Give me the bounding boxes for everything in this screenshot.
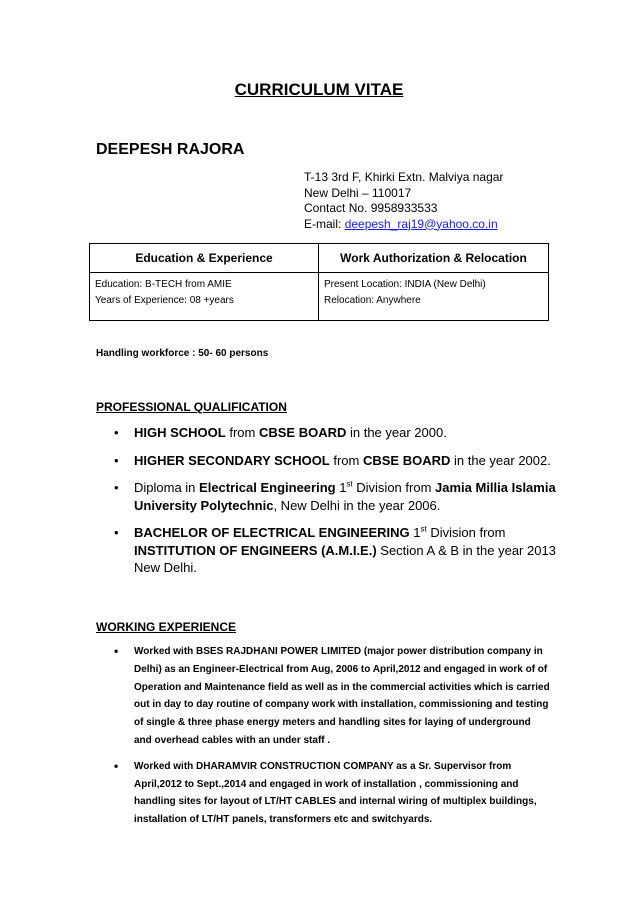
list-item: • Diploma in Electrical Engineering 1st Division from Jamia Millia Islamia University Polytechnic, New Delhi in the year 2006. (110, 479, 560, 514)
email-link[interactable]: deepesh_raj19@yahoo.co.in (344, 216, 498, 231)
experience-text: Years of Experience: 08 +years (95, 294, 234, 306)
candidate-name: DEEPESH RAJORA (96, 141, 245, 158)
page-title: CURRICULUM VITAE (234, 80, 404, 99)
list-item: • Worked with BSES RAJDHANI POWER LIMITED (major power distribution company in Delhi) as an Engineer-Electrical from Aug, 2006 to April,2012 and engaged in work of of Operation and Maintenance field as well as in the commercial activities which is carried out in day to day routine of company work with installation, commissioning and testing of single & three phase energy meters and handling sites for laying of underground and overhead cables with an under staff . (110, 643, 550, 750)
list-item: • HIGHER SECONDARY SCHOOL from CBSE BOARD in the year 2002. (110, 452, 560, 470)
handling-workforce: Handling workforce : 50- 60 persons (96, 348, 269, 359)
professional-qualification-heading: PROFESSIONAL QUALIFICATION (96, 400, 287, 414)
info-table-header-row (90, 244, 549, 273)
education-text: Education: B-TECH from AMIE (95, 279, 232, 290)
contact-number: 9958933533 (370, 201, 438, 215)
qualification-list (110, 424, 560, 587)
work-experience-list (110, 643, 550, 837)
address-line-1: T-13 3rd F, Khirki Extn. Malviya nagar (304, 170, 504, 184)
info-table (89, 243, 549, 321)
work-authorization-cell (319, 273, 549, 321)
list-item: • BACHELOR OF ELECTRICAL ENGINEERING 1st Division from INSTITUTION OF ENGINEERS (A.M.I.E.) Section A & B in the year 2013 New Delhi. (110, 524, 560, 577)
contact-label: Contact No. (304, 201, 368, 215)
education-experience-header: Education & Experience (90, 244, 319, 273)
email-label: E-mail: (304, 216, 342, 231)
working-experience-heading: WORKING EXPERIENCE (96, 620, 237, 634)
education-experience-cell (90, 273, 319, 321)
email-line (304, 217, 503, 233)
list-item: • HIGH SCHOOL from CBSE BOARD in the year 2000. (110, 424, 560, 442)
present-location-text: Present Location: INDIA (New Delhi) (324, 279, 486, 290)
contact-block (304, 170, 503, 232)
list-item: • Worked with DHARAMVIR CONSTRUCTION COMPANY as a Sr. Supervisor from April,2012 to Sept.,2014 and engaged in work of installation , commissioning and handling sites for layout of LT/HT CABLES and internal wiring of multiplex buildings, installation of LT/HT panels, transformers etc and switchyards. (110, 758, 550, 829)
info-table-row (90, 273, 549, 321)
relocation-text: Relocation: Anywhere (324, 294, 421, 306)
address-line-2: New Delhi – 110017 (304, 185, 412, 200)
contact-line (304, 201, 503, 217)
work-authorization-header: Work Authorization & Relocation (319, 244, 549, 273)
